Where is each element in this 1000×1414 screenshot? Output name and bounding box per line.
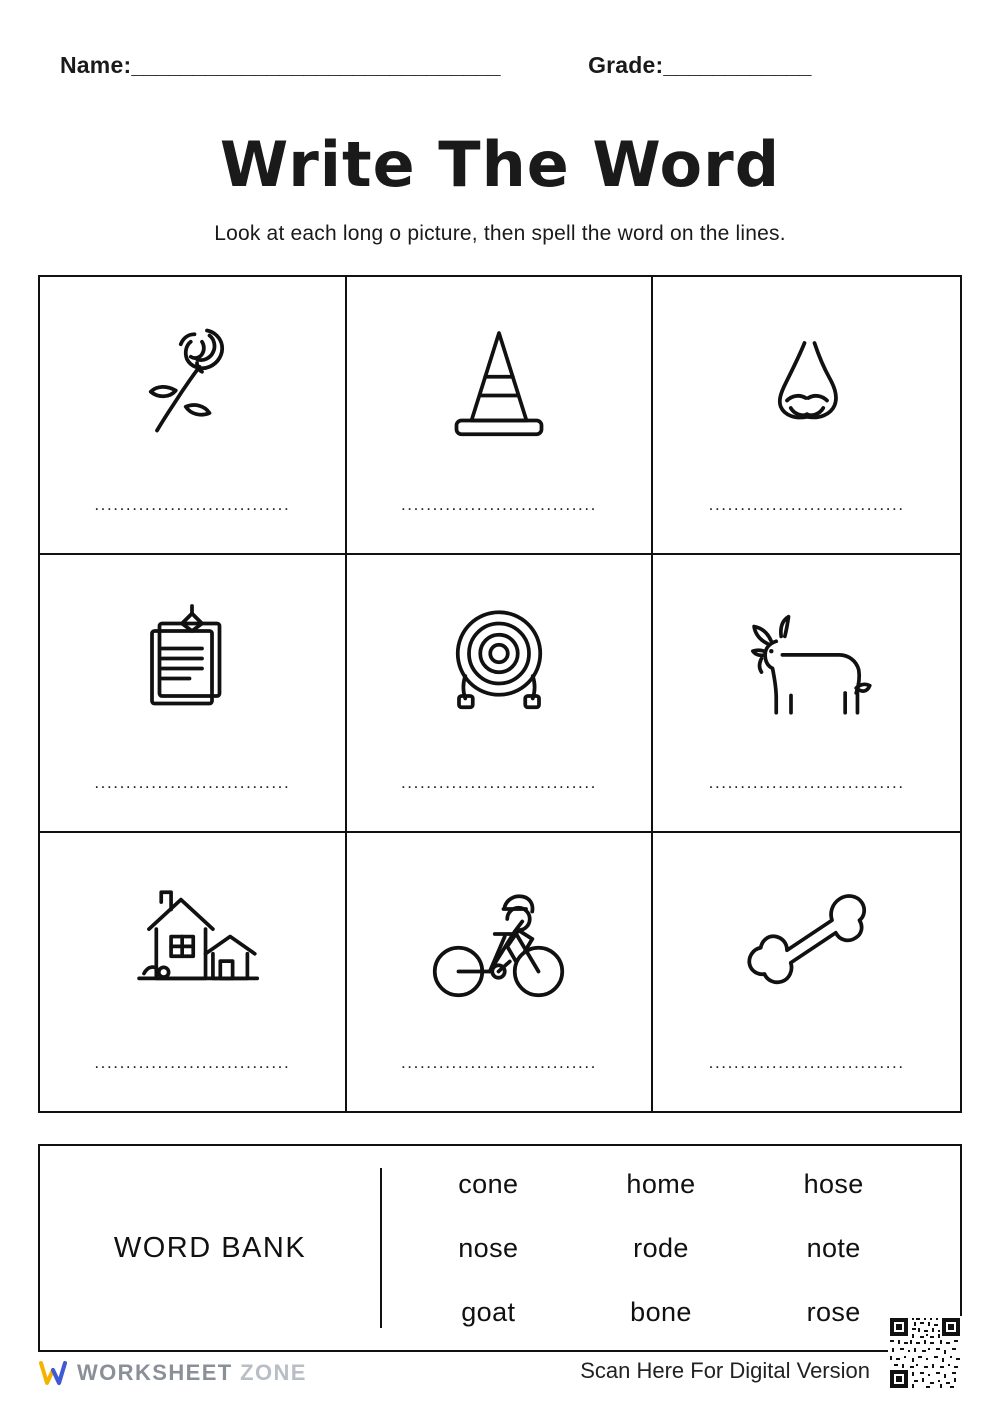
answer-line[interactable]: ............................... (400, 495, 597, 514)
word-bank-item[interactable]: hose (803, 1168, 864, 1199)
scan-instruction: Scan Here For Digital Version (580, 1358, 870, 1383)
grid-cell (40, 833, 347, 1111)
grade-label: Grade: (588, 52, 664, 78)
grid-cell (653, 833, 960, 1111)
grid-cell (347, 277, 654, 555)
grid-cell (347, 833, 654, 1111)
footer (38, 1340, 962, 1390)
word-bank-item[interactable]: note (806, 1232, 861, 1263)
name-blank-line[interactable]: ______________________________ (131, 52, 501, 78)
answer-line[interactable]: ............................... (400, 1053, 597, 1072)
answer-line[interactable]: ............................... (94, 1053, 291, 1072)
word-bank (38, 1144, 962, 1352)
grade-blank-line[interactable]: ____________ (663, 52, 811, 78)
answer-line[interactable]: ............................... (708, 1053, 905, 1072)
note-paper-icon (40, 563, 345, 759)
word-bank-item[interactable]: cone (458, 1168, 519, 1199)
word-bank-item[interactable]: nose (458, 1232, 519, 1263)
word-bank-item[interactable]: home (626, 1168, 696, 1199)
qr-code[interactable] (888, 1316, 962, 1390)
word-bank-words (382, 1146, 960, 1350)
word-bank-item[interactable]: rode (633, 1232, 689, 1263)
brand-logo (38, 1358, 307, 1388)
brand-secondary: ZONE (240, 1360, 307, 1385)
page-subtitle: Look at each long o picture, then spell the word on the lines. (214, 222, 786, 245)
answer-line[interactable]: ............................... (94, 495, 291, 514)
brand-name (77, 1360, 307, 1386)
grade-group (588, 52, 811, 79)
bike-rider-icon (347, 841, 652, 1037)
goat-icon (653, 563, 960, 759)
word-bank-label: WORD BANK (113, 1231, 307, 1264)
brand-primary: WORKSHEET (77, 1360, 233, 1385)
grid-cell (653, 555, 960, 833)
answer-line[interactable]: ............................... (708, 495, 905, 514)
picture-grid (38, 275, 962, 1113)
grid-cell (653, 277, 960, 555)
home-icon (40, 841, 345, 1037)
answer-line[interactable]: ............................... (94, 773, 291, 792)
word-bank-item[interactable]: goat (461, 1296, 516, 1327)
grid-cell (40, 555, 347, 833)
grid-cell (40, 277, 347, 555)
answer-line[interactable]: ............................... (708, 773, 905, 792)
grid-cell (347, 555, 654, 833)
traffic-cone-icon (347, 285, 652, 481)
answer-line[interactable]: ............................... (400, 773, 597, 792)
word-bank-item[interactable]: rose (806, 1296, 861, 1327)
nose-icon (653, 285, 960, 481)
student-info-row (60, 52, 940, 79)
word-bank-item[interactable]: bone (630, 1296, 692, 1327)
name-label: Name: (60, 52, 132, 78)
bone-icon (653, 841, 960, 1037)
page-title: Write The Word (219, 128, 781, 201)
worksheet-zone-logo-icon (38, 1358, 68, 1388)
rose-icon (40, 285, 345, 481)
hose-icon (347, 563, 652, 759)
